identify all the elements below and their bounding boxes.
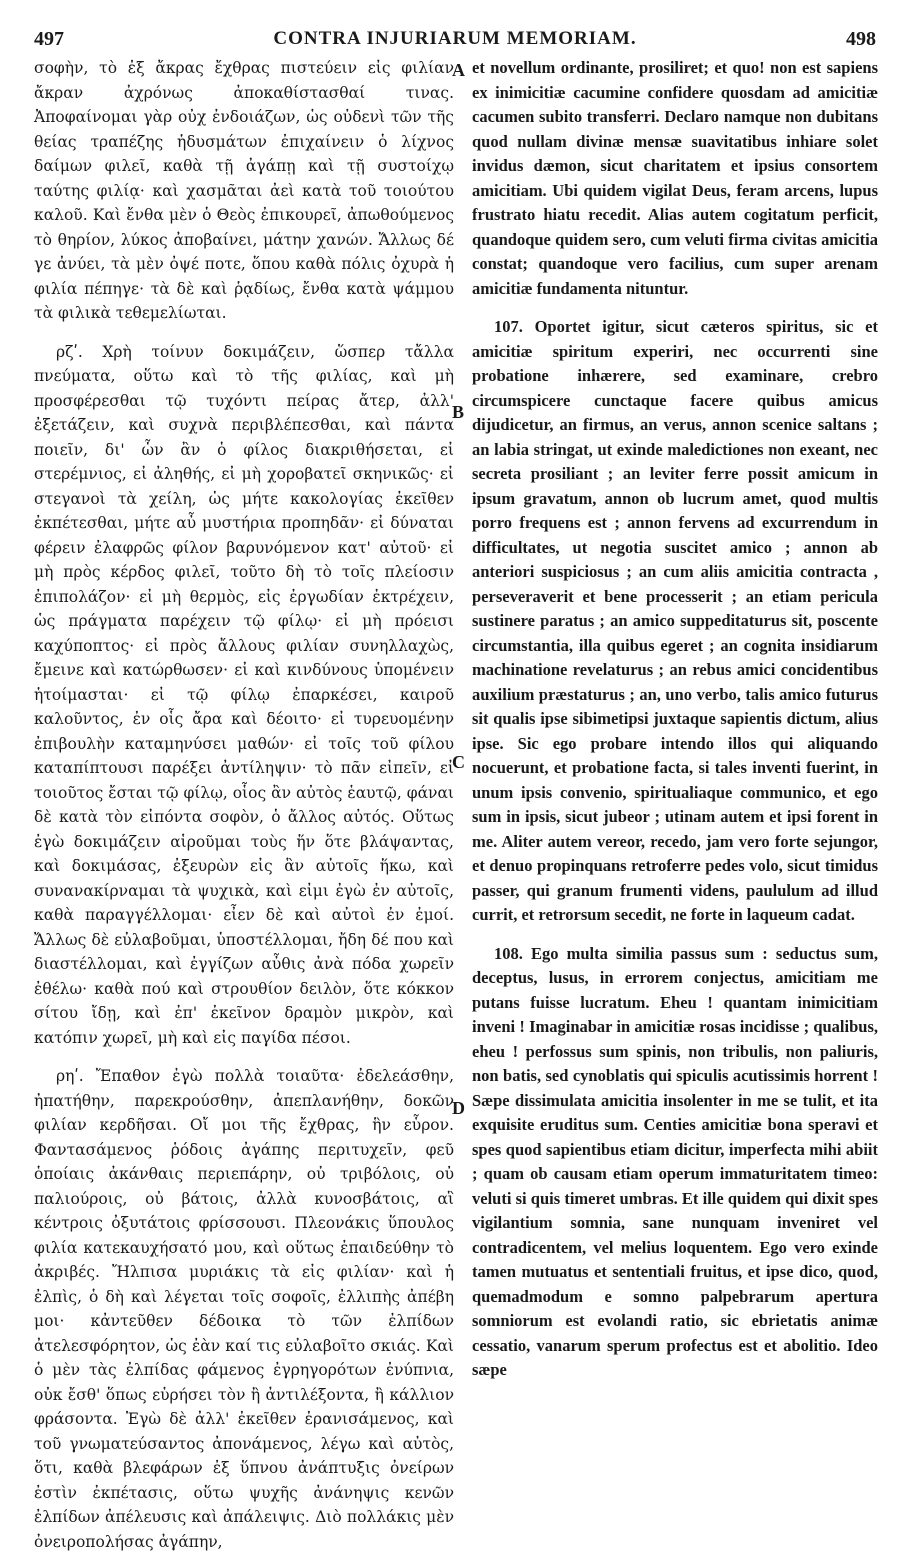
latin-paragraph: et novellum ordinante, prosiliret; et quo! non est sapiens ex inimicitiæ cacumine confidere quosdam ad amicitiæ cacumen subito transferri. Declaro namque non dubitans quod nullam divinæ mensæ suavitatibus inhiare solet invidus dæmon, sicut charitatem et ipsius consortem amicitiam. Ubi quidem vigilat Deus, feram arcens, lupus frustrato hiatu recedit. Alias autem cogitatum perficit, quandoque quidem sero, cum veluti firma civitas amicitia constat; quandoque vero facilius, cum super arenam amicitiæ fundamenta nituntur.: [472, 58, 878, 298]
margin-letter-a: A: [452, 60, 465, 80]
margin-letter-d: D: [452, 1098, 465, 1118]
running-header: [30, 28, 880, 52]
latin-column: [472, 56, 878, 1526]
greek-paragraph: σοφὴν, τὸ ἐξ ἄκρας ἔχθρας πιστεύειν εἰς φιλίαν ἄκραν ἀχρόνως ἀποκαθίστασθαί τινας. Ἀποφαίνομαι γὰρ οὐχ ἐνδοιάζων, ὡς οὐδενὶ τῶν τῆς θείας τραπέζης ἡδυσμάτων ἐπιχαίνειν ὁ λίχνος δαίμων φιλεῖ, καθὰ τῇ ἀγάπῃ καὶ τῇ συστοίχῳ ταύτης φιλίᾳ· καὶ χασμᾶται ἀεὶ κατὰ τοῦ τοιούτου καλοῦ. Καὶ ἔνθα μὲν ὁ Θεὸς ἐπικουρεῖ, ἀπωθούμενος τὸ θηρίον, λύκος ἀποβαίνει, μάτην χανών. Ἄλλως δέ γε ἀνύει, τὰ μὲν ὀψέ ποτε, ὅπου καθὰ πόλις ὀχυρὰ ἡ φιλία πέπηγε· τὰ δὲ καὶ ῥᾳδίως, ἔνθα κατὰ ψάμμου τὰ φιλικὰ τεθεμελίωται.: [34, 59, 454, 322]
latin-paragraph: 107. Oportet igitur, sicut cæteros spiritus, sic et amicitiæ spiritum experiri, nec occurrenti sine probatione inhærere, sed examinare, crebro circumspicere cunctaque facere quibus amicus dijudicetur, an firmus, an verus, annon scenice saltans ; an labia stringat, ut exinde maledictiones non exeant, nec secreta prosiliant ; an leviter ferre possit amicum in ipsum gravatum, annon ob lucrum amet, quod multis porro frequens est ; annon fervens ad excurrendum in difficultates, ut negotia suscitet amico ; annon ab anteriori suspiciosus ; an cum aliis amicitia contracta , perseveraverit et bene processerit ; an etiam pericula sustinere paratus ; an amico suppeditaturus sit, poscente circumstantia, illa quibus egeret ; an cognita insidiarum machinatione revelaturus ; an rebus amici concidentibus auxilium præstaturus ; an, uno verbo, talis amico futurus sit qualis ipse sibimetipsi juxtaque sapientis dictum, alius ipse. Sic ego probare intendo illos qui aliquando nocuerunt, et probatione facta, si tales inventi fuerint, in unum ipsis convenio, spiritualiaque communico, et ego sum in ipsis, sicut jubeor ; utinam autem et ipsi forent in me. Aliter autem vereor, recedo, jam vero forte sejungor, et denuo propinquans retroferre pedes volo, sicut timidus passer, qui granum frumenti videns, paululum ad illud currit, et retrorsum secedit, ne forte in laqueum cadat.: [472, 317, 878, 924]
greek-paragraph: ρηʹ. Ἔπαθον ἐγὼ πολλὰ τοιαῦτα· ἐδελεάσθην, ἠπατήθην, παρεκρούσθην, ἀπεπλανήθην, δοκῶν φιλίαν κερδῆσαι. Οἴ μοι τῆς ἔχθρας, ἣν εὗρον. Φαντασάμενος ῥόδοις ἀγάπης περιτυχεῖν, φεῦ ὁποίαις ἀκάνθαις περιεπάρην, οὐ τριβόλοις, οὐ παλιούροις, οὐ βάτοις, ἀλλὰ κυνοσβάτοις, αἳ κέντροις ὀξυτάτοις φρίσσουσι. Πλεονάκις ὕπουλος φιλία κατεκαυχήσατό μου, καὶ οὕτως ἐπαιδεύθην τὸ ἀκριβές. Ἤλπισα μυριάκις τὰ εἰς φιλίαν· καὶ ἡ ἐλπὶς, ὁ δὴ καὶ λέγεται τοῖς σοφοῖς, ἐλλιπὴς ἀπέβη μοι· κἀντεῦθεν δέδοικα τὸ τῶν ἐλπίδων ἀτελεσφόρητον, ὡς ἐὰν καί τις εὐλαβοῖτο σκιάς. Καὶ ὁ μὲν τὰς ἐλπίδας φάμενος ἐγρηγορότων ἐνύπνια, οὐκ ἔσθ' ὅπως εὑρήσει τὸν ἢ ἀντιλέξοντα, ἢ κάλλιον φράσοντα. Ἐγὼ δὲ ἀλλ' ἐκεῖθεν ἐρανισάμενος, καὶ τοῦ γνωματεύσαντος ἀπονάμενος, λέγω καὶ αὐτὸς, ὅτι, καθὰ βλεφάρων ἐξ ὕπνου ἀνάπτυξις ὀνείρων ἐστὶν ἐκπέτασις, οὕτω ψυχῆς ἀνάνηψις κενῶν ἐλπίδων ἀπέλευσις καὶ ἀπάλειψις. Διὸ πολλάκις μὲν ὀνειροπολήσας ἀγάπην,: [34, 1067, 454, 1551]
latin-paragraph: 108. Ego multa similia passus sum : seductus sum, deceptus, lusus, in errorem conjectus, amicitiam me putans fuisse lucratum. Eheu ! quantam inimicitiam inveni ! Imaginabar in amicitiæ rosas incidisse ; qualibus, eheu ! perfossus sum spinis, non tribulis, non paliuris, non batis, sed cynoblatis qui spiculis acutissimis horrent ! Sæpe dissimulata amicitia insolenter in me se tulit, et ita exquisite eruditus sum. Centies amicitiæ bona speravi et spes quod sapientibus etiam dicitur, imperfecta mihi abiit ; quam ob causam etiam operum immaturitatem timeo: veluti si quis timeret umbras. Et ille quidem qui dixit spes vigilantium somnia, sane nunquam inveniret vel contradicentem, vel melius loquentem. Ego vero exinde tamen mutuatus et sententiali fruitus, et ipse dico, quod, quemadmodum e somno palpebrarum apertura somniorum est evolandi ratio, sic ebrietatis animæ cessatio, vanarum sperum profectus est et abolitio. Ideo sæpe: [472, 943, 878, 1379]
greek-paragraph: ρζʹ. Χρὴ τοίνυν δοκιμάζειν, ὥσπερ τἄλλα πνεύματα, οὕτω καὶ τὸ τῆς φιλίας, καὶ μὴ προσφέρεσθαι τῷ τυχόντι πείρας ἄτερ, ἀλλ' ἐξετάζειν, καὶ συχνὰ περιβλέπεσθαι, καὶ πάντα ποιεῖν, δι' ὧν ἂν ὁ φίλος διακριθήσεται, εἰ στερέμνιος, εἰ ἀληθής, εἰ μὴ χοροβατεῖ σκηνικῶς· εἰ στεγανοὶ τὰ χείλη, ὡς μήτε κακολογίας ἐκεῖθεν ἐκπέτεσθαι, μήτε αὖ μυστήρια προπηδᾶν· εἰ δύναται φέρειν ἐλαφρῶς φίλον βαρυνόμενον κατ' αὐτοῦ· εἰ μὴ πρὸς κέρδος φιλεῖ, τοῦτο δὴ τὸ τοῖς πλείοσιν ἐπιπολάζον· εἰ μὴ θερμὸς, εἰς ἐργωδίαν ἐκτρέχειν, ὡς πράγματα παρέχειν τῷ φίλῳ· εἰ μὴ πρόεισι καχύποπτος· εἰ πρὸς ἄλλους φιλίαν συνηλλαχὼς, ἔμεινε καὶ κατώρθωσεν· εἰ καὶ κινδύνους ὑπομένειν ἡτοίμασται· εἰ τῷ φίλῳ ἐπαρκέσει, καιροῦ καλοῦντος, ἐν οἷς ἄρα καὶ δέοιτο· εἰ τυρευομένην ἐπιβουλὴν καταμηνύσει μαθών· εἰ τοῖς τοῦ φίλου καταπίπτουσι παρέξει ἀντίληψιν· τὸ πᾶν εἰπεῖν, εἰ τοιοῦτος ἔσται τῷ φίλῳ, οἷος ἂν αὐτὸς ἑαυτῷ, φάναι δὲ κατὰ τὸν εἰπόντα σοφὸν, ὁ ἄλλος αὐτός. Οὕτως ἐγὼ δοκιμάζειν αἱροῦμαι τοὺς ἥν ὅτε βλάψαντας, καὶ δοκιμάσας, ἐξευρὼν εἰς ἃν αὐτοῖς ἥκω, καὶ συνανακίρναμαι τὰ ψυχικὰ, καὶ εἰμι ἐγὼ ἐν αὐτοῖς, καθὰ παραγγέλλομαι· εἶεν δὲ καὶ αὐτοὶ ἐν ἐμοί. Ἄλλως δὲ εὐλαβοῦμαι, ὑποστέλλομαι, ἤδη δέ που καὶ διαστέλλομαι, καὶ ἐγγίζων αὖθις ἀνὰ πόδα χωρεῖν ἐθέλω· καθὰ πού καὶ στρουθίον δειλὸν, ὅτε κόκκον σίτου ἴδῃ, καὶ ἐπ' ἐκεῖνον δραμὸν μικρὸν, καὶ κατόπιν χωρεῖ, μὴ καὶ εἰς παγίδα πέσοι.: [34, 342, 454, 1047]
running-title: CONTRA INJURIARUM MEMORIAM.: [273, 28, 637, 49]
margin-letter-c: C: [452, 752, 465, 772]
greek-column: [34, 56, 454, 1551]
page-number-right: 498: [846, 28, 876, 50]
page-number-left: 497: [34, 28, 64, 50]
margin-letter-b: B: [452, 402, 465, 422]
